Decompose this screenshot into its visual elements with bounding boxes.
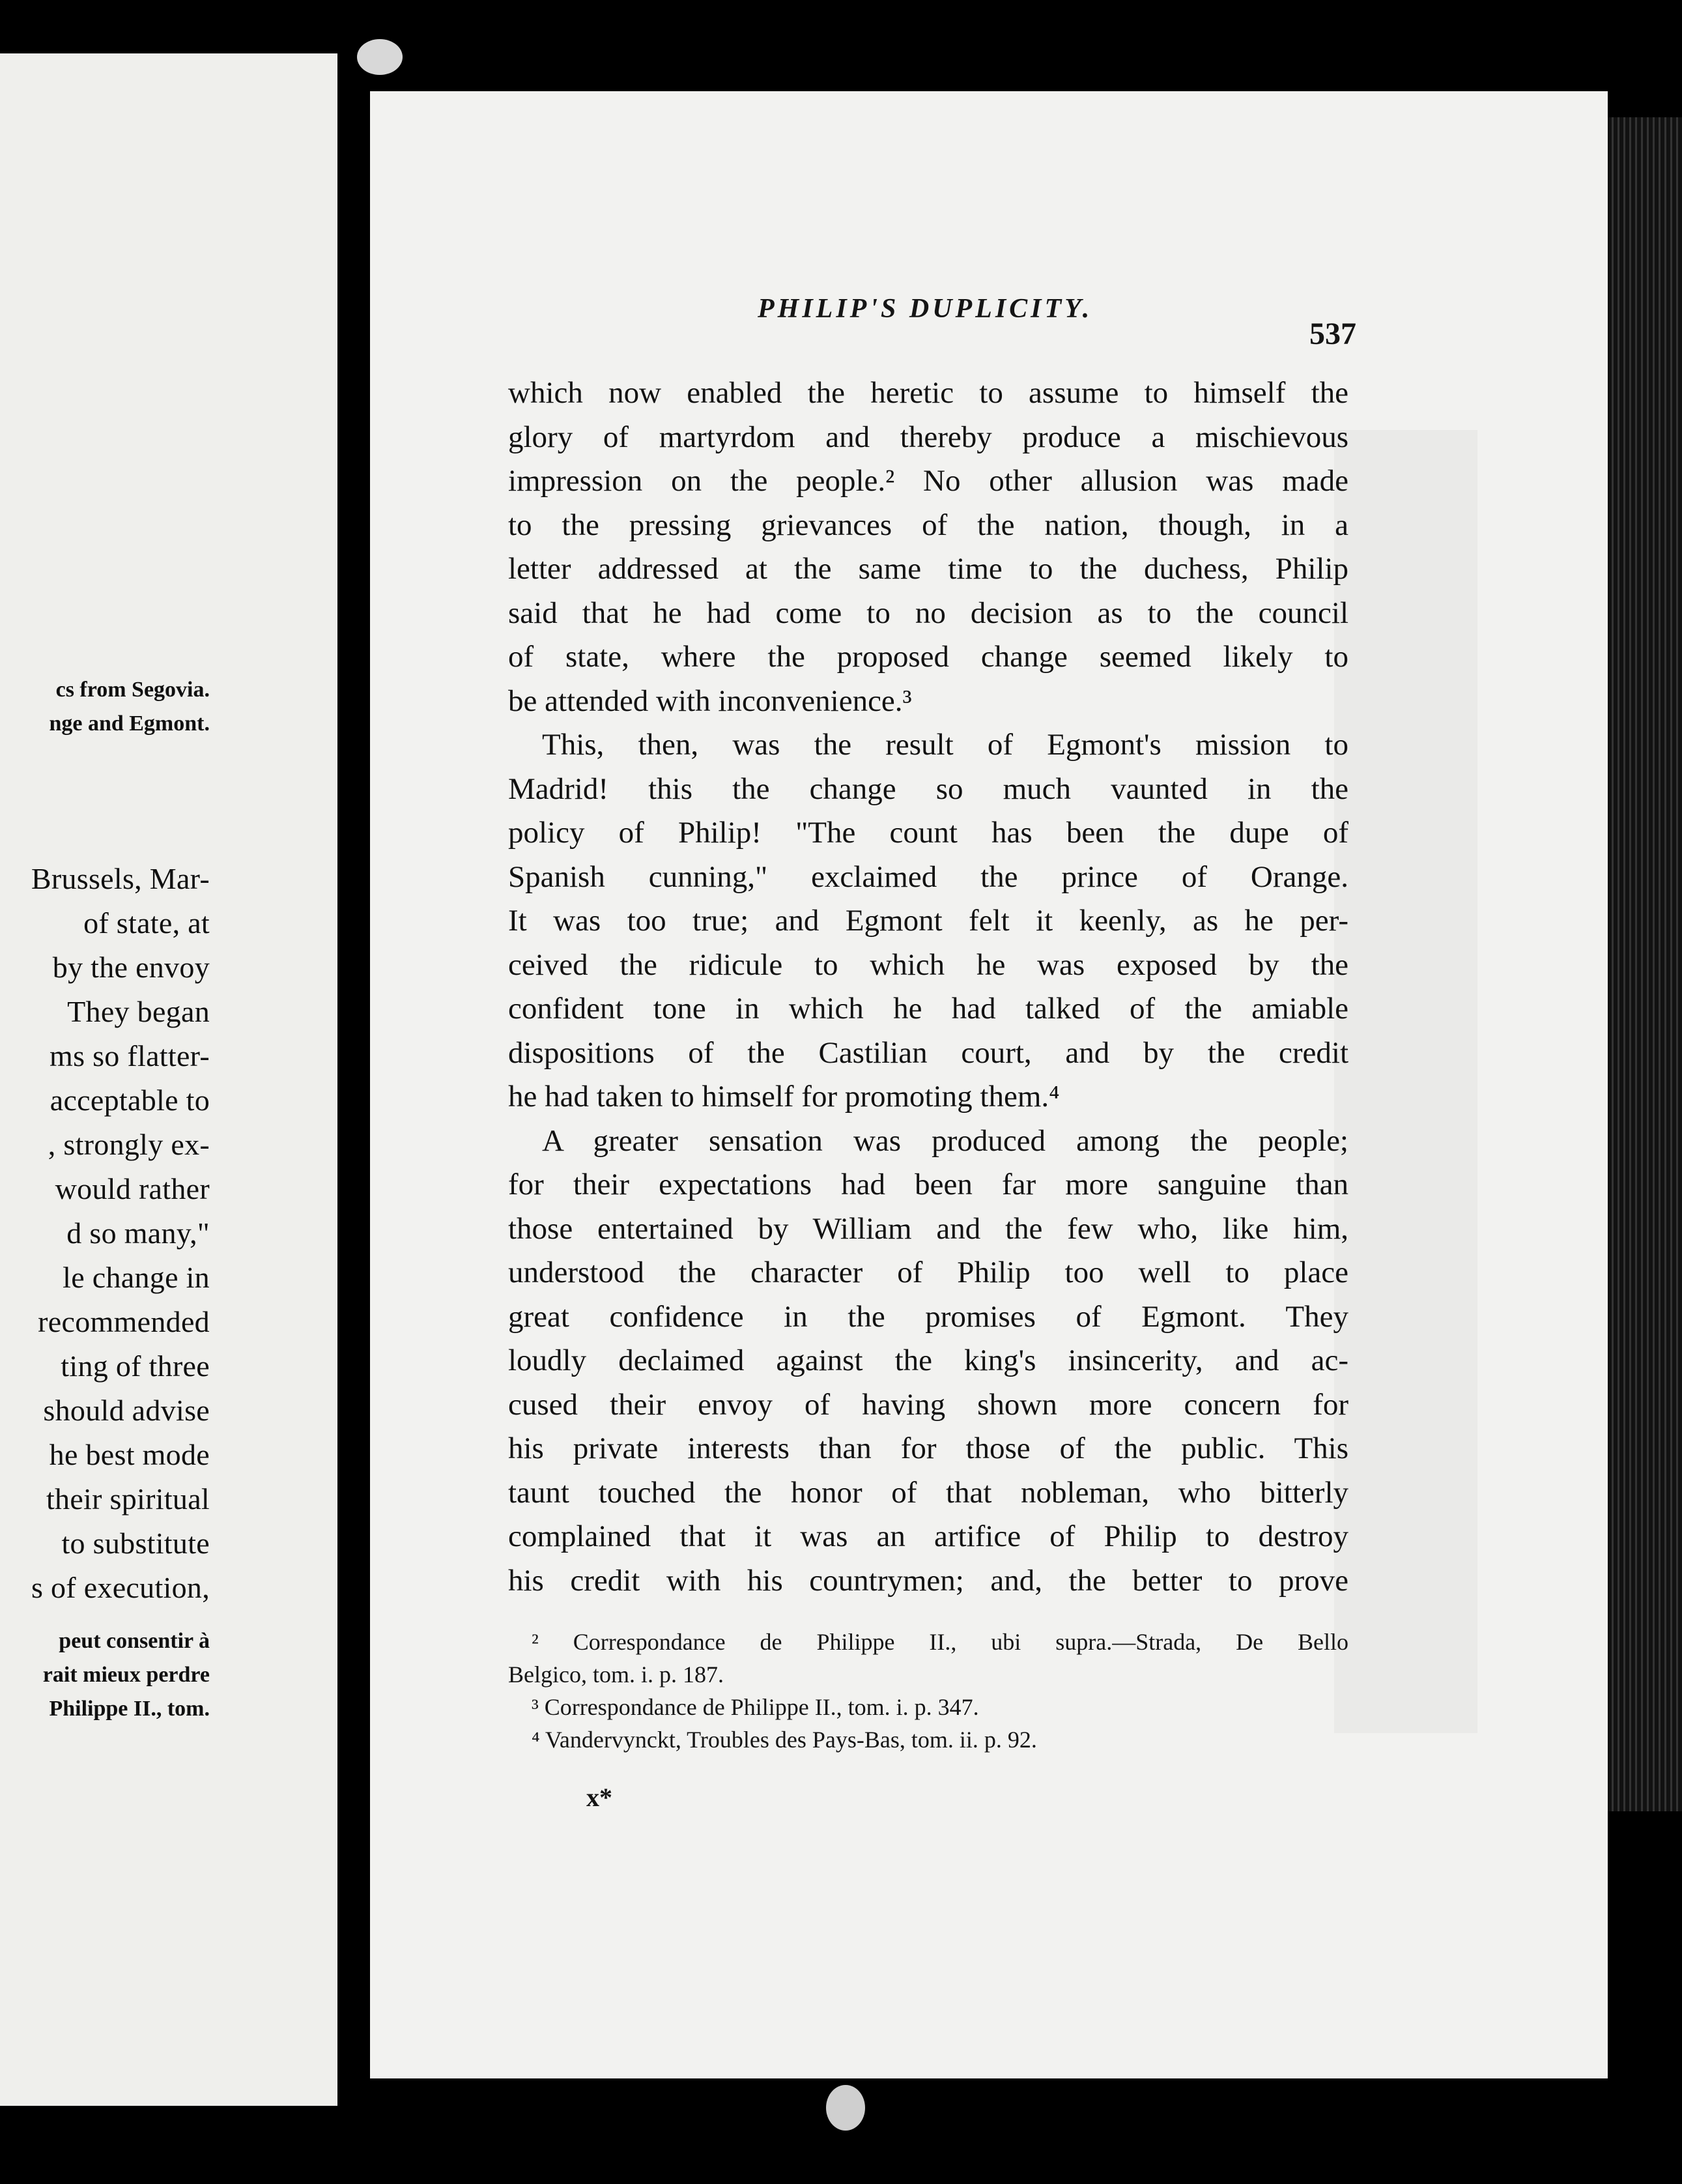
body-line: loudly declaimed against the king's insincerity, and ac-	[508, 1343, 1348, 1377]
footnote-line: Belgico, tom. i. p. 187.	[508, 1661, 724, 1688]
left-text-line: d so many,"	[66, 1216, 210, 1250]
book-gutter	[337, 0, 370, 2184]
body-line: complained that it was an artifice of Philip to destroy	[508, 1519, 1348, 1553]
body-line: for their expectations had been far more sanguine than	[508, 1168, 1348, 1201]
left-text-line: to substitute	[61, 1527, 210, 1560]
body-line: he had taken to himself for promoting them.⁴	[508, 1080, 1060, 1114]
body-line: letter addressed at the same time to the duchess, Philip	[508, 552, 1348, 586]
left-text-line: would rather	[55, 1172, 210, 1205]
body-line: his private interests than for those of the public. This	[508, 1431, 1348, 1465]
left-text-line: their spiritual	[46, 1482, 210, 1516]
left-text-line: he best mode	[49, 1438, 210, 1471]
scan-blot	[357, 39, 403, 75]
body-line: said that he had come to no decision as to the council	[508, 596, 1348, 630]
body-line: dispositions of the Castilian court, and by the credit	[508, 1035, 1348, 1070]
left-footnote-line: Philippe II., tom.	[49, 1697, 210, 1721]
body-text	[508, 371, 1348, 1603]
body-line: A greater sensation was produced among the people;	[542, 1123, 1348, 1158]
left-text-line: Brussels, Mar-	[31, 862, 210, 895]
left-text-line: le change in	[63, 1261, 210, 1294]
body-line: great confidence in the promises of Egmont. They	[508, 1299, 1348, 1334]
left-footnote-line: rait mieux perdre	[42, 1663, 210, 1687]
body-line: those entertained by William and the few who, like him,	[508, 1211, 1348, 1246]
scan-blot	[826, 2085, 865, 2131]
left-text-line: should advise	[43, 1394, 210, 1427]
left-footnote-line: peut consentir à	[59, 1629, 210, 1653]
body-line: be attended with inconvenience.³	[508, 683, 912, 718]
page-number: 537	[1309, 317, 1356, 351]
left-text-line: of state, at	[83, 906, 210, 940]
running-head: PHILIP'S DUPLICITY.	[758, 294, 1093, 324]
body-line: Madrid! this the change so much vaunted in the	[508, 771, 1348, 806]
body-line: taunt touched the honor of that nobleman, who bitterly	[508, 1475, 1348, 1510]
left-text-line: acceptable to	[50, 1084, 210, 1117]
footnote-line: ² Correspondance de Philippe II., ubi supra.—Strada, De Bello	[532, 1629, 1348, 1655]
body-line: ceived the ridicule to which he was exposed by the	[508, 947, 1348, 982]
body-line: This, then, was the result of Egmont's mission to	[542, 728, 1348, 762]
left-side-note: cs from Segovia.	[55, 678, 210, 702]
left-text-line: by the envoy	[52, 951, 210, 984]
body-line: understood the character of Philip too well to place	[508, 1256, 1348, 1289]
left-text-line: ms so flatter-	[50, 1039, 210, 1072]
left-text-line: , strongly ex-	[48, 1128, 210, 1161]
left-page-fragment	[0, 53, 337, 2106]
left-text-line: ting of three	[61, 1349, 210, 1383]
body-line: of state, where the proposed change seemed likely to	[508, 640, 1348, 674]
footnotes	[508, 1626, 1348, 1756]
body-line: policy of Philip! "The count has been the dupe of	[508, 816, 1348, 850]
body-line: impression on the people.² No other allusion was made	[508, 464, 1348, 498]
body-line: which now enabled the heretic to assume to himself the	[508, 376, 1348, 410]
footnote-line: ⁴ Vandervynckt, Troubles des Pays-Bas, tom. ii. p. 92.	[532, 1727, 1037, 1753]
show-through-shading	[1334, 430, 1477, 1733]
left-text-line: recommended	[38, 1305, 210, 1338]
right-page	[370, 91, 1608, 2078]
left-side-note: nge and Egmont.	[49, 711, 210, 736]
signature-mark: x*	[586, 1783, 612, 1812]
body-line: cused their envoy of having shown more concern for	[508, 1387, 1348, 1422]
page-edges	[1608, 117, 1682, 1811]
body-line: confident tone in which he had talked of the amiable	[508, 992, 1348, 1026]
left-text-line: s of execution,	[31, 1571, 210, 1604]
footnote-line: ³ Correspondance de Philippe II., tom. i. p. 347.	[532, 1694, 979, 1720]
body-line: to the pressing grievances of the nation, though, in a	[508, 508, 1348, 542]
body-line: It was too true; and Egmont felt it keenly, as he per-	[508, 904, 1348, 938]
body-line: glory of martyrdom and thereby produce a mischievous	[508, 420, 1348, 454]
body-line: his credit with his countrymen; and, the better to prove	[508, 1563, 1348, 1598]
left-text-line: They began	[67, 995, 210, 1028]
body-line: Spanish cunning," exclaimed the prince of Orange.	[508, 859, 1348, 894]
